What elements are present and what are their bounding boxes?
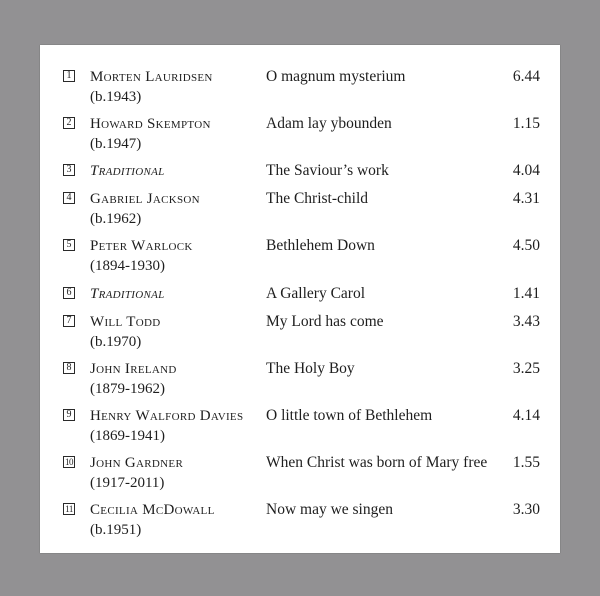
track-title: When Christ was born of Mary free (266, 454, 488, 471)
track-composer: Traditional (90, 163, 165, 179)
track-composer-dates: (b.1962) (90, 211, 142, 227)
track-duration: 1.41 (512, 285, 540, 302)
track-title: O magnum mysterium (266, 68, 406, 85)
track-composer: John Ireland (90, 361, 177, 377)
track-composer: Cecilia McDowall (90, 502, 215, 518)
track-number-box: 1 (63, 70, 75, 82)
track-title: A Gallery Carol (266, 285, 366, 302)
track-composer: Howard Skempton (90, 116, 211, 132)
track-composer-dates: (b.1947) (90, 136, 142, 152)
track-composer-dates: (b.1943) (90, 89, 142, 105)
track-listing-sheet (40, 45, 560, 553)
track-number-box: 11 (63, 503, 75, 515)
track-duration: 4.31 (512, 190, 540, 207)
track-number-box: 6 (63, 287, 75, 299)
track-duration: 3.30 (512, 501, 540, 518)
track-composer: Traditional (90, 286, 165, 302)
track-title: The Saviour’s work (266, 162, 389, 179)
track-duration: 6.44 (512, 68, 540, 85)
track-duration: 3.43 (512, 313, 540, 330)
track-duration: 4.50 (512, 237, 540, 254)
track-number-box: 8 (63, 362, 75, 374)
track-composer: John Gardner (90, 455, 184, 471)
track-composer-dates: (b.1951) (90, 522, 142, 538)
track-number-box: 5 (63, 239, 75, 251)
track-title: O little town of Bethlehem (266, 407, 433, 424)
track-number-box: 4 (63, 192, 75, 204)
track-number-box: 7 (63, 315, 75, 327)
track-number-box: 2 (63, 117, 75, 129)
track-title: Now may we singen (266, 501, 393, 518)
track-composer: Gabriel Jackson (90, 191, 200, 207)
track-duration: 4.14 (512, 407, 540, 424)
track-duration: 4.04 (512, 162, 540, 179)
track-duration: 3.25 (512, 360, 540, 377)
track-title: The Christ-child (266, 190, 369, 207)
track-composer-dates: (1869-1941) (90, 428, 165, 444)
track-composer: Morten Lauridsen (90, 69, 213, 85)
track-number-box: 9 (63, 409, 75, 421)
track-composer: Peter Warlock (90, 238, 193, 254)
track-title: Adam lay ybounden (266, 115, 392, 132)
track-number-box: 3 (63, 164, 75, 176)
track-composer: Will Todd (90, 314, 161, 330)
track-duration: 1.15 (512, 115, 540, 132)
track-number-box: 10 (65, 457, 73, 467)
track-title: My Lord has come (266, 313, 384, 330)
track-duration: 1.55 (512, 454, 540, 471)
track-composer: Henry Walford Davies (90, 408, 244, 424)
track-composer-dates: (1917-2011) (90, 475, 165, 491)
track-composer-dates: (1879-1962) (90, 381, 165, 397)
track-title: The Holy Boy (266, 360, 355, 377)
track-composer-dates: (b.1970) (90, 334, 142, 350)
track-composer-dates: (1894-1930) (90, 258, 165, 274)
track-title: Bethlehem Down (266, 237, 375, 254)
